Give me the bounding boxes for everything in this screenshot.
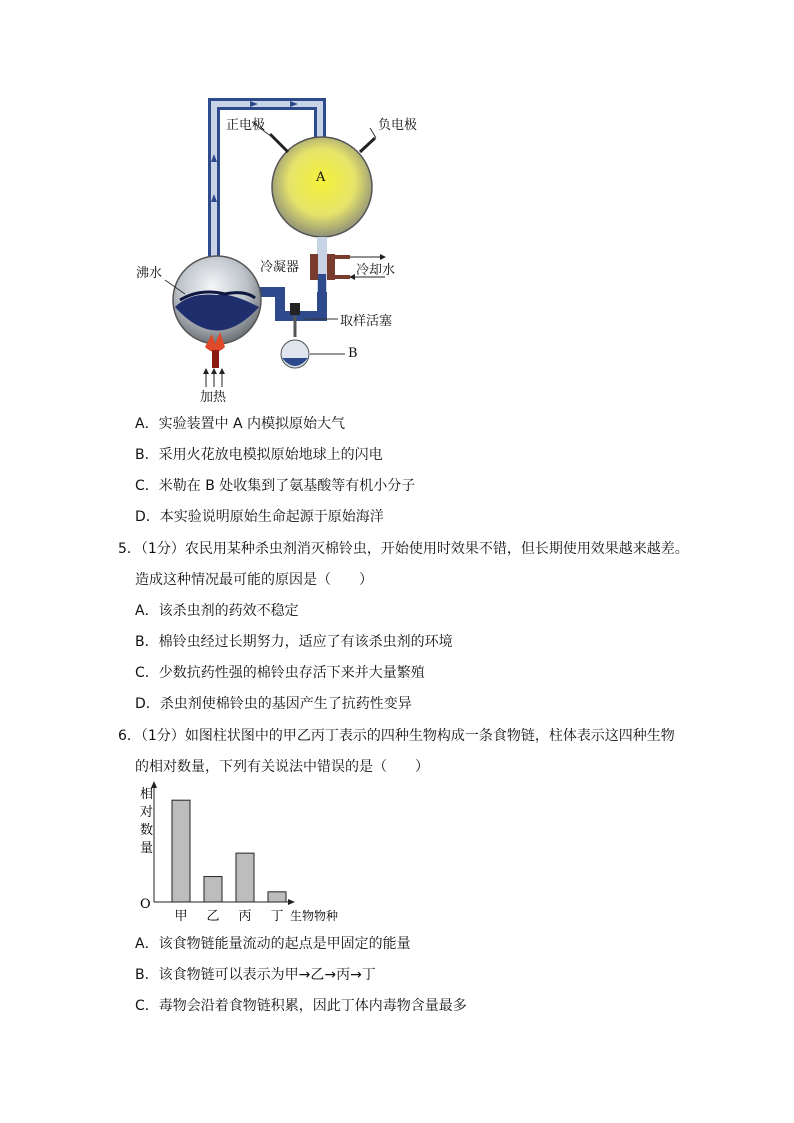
x-axis-arrow: [288, 899, 295, 905]
y-axis-label-char-1: 对: [140, 805, 154, 820]
y-axis-label-char-3: 量: [140, 841, 154, 856]
bar-0: [172, 800, 190, 902]
cooling-water-label: 冷却水: [356, 263, 396, 278]
negative-electrode-label: 负电极: [378, 118, 418, 133]
q4-option-b: B．采用火花放电模拟原始地球上的闪电: [135, 447, 383, 463]
y-axis-label-char-2: 数: [140, 823, 154, 838]
category-label-2: 丙: [238, 909, 252, 924]
flask-a-label: A: [316, 170, 326, 185]
positive-electrode-label: 正电极: [226, 118, 266, 133]
bar-chart-svg: [132, 780, 372, 930]
q4-option-c: C．米勒在 B 处收集到了氨基酸等有机小分子: [135, 478, 416, 494]
category-label-3: 丁: [270, 909, 284, 924]
q5-option-c: C．少数抗药性强的棉铃虫存活下来并大量繁殖: [135, 665, 425, 681]
q5-stem-line2: 造成这种情况最可能的原因是（ ）: [135, 572, 373, 588]
x-axis-label: 生物物种: [290, 909, 339, 923]
category-label-0: 甲: [174, 909, 188, 924]
y-axis-label-char-0: 相: [140, 787, 154, 802]
y-axis-label: [140, 786, 153, 856]
sampling-valve-label: 取样活塞: [340, 314, 393, 329]
origin-label: O: [140, 897, 151, 912]
heat-arrows: [206, 372, 222, 387]
q5-stem-line1: 5．（1分）农民用某种杀虫剂消灭棉铃虫，开始使用时效果不错，但长期使用效果越来越差。: [118, 541, 689, 557]
category-labels: [174, 909, 283, 924]
q6-option-c: C．毒物会沿着食物链积累，因此丁体内毒物含量最多: [135, 998, 467, 1014]
bar-2: [236, 853, 254, 902]
q6-option-a: A．该食物链能量流动的起点是甲固定的能量: [135, 936, 411, 952]
boiling-water-label: 沸水: [136, 266, 163, 281]
q6-stem-line1: 6．（1分）如图柱状图中的甲乙丙丁表示的四种生物构成一条食物链，柱体表示这四种生物: [118, 728, 675, 744]
q5-option-a: A．该杀虫剂的药效不稳定: [135, 603, 299, 619]
q5-option-b: B．棉铃虫经过长期努力，适应了有该杀虫剂的环境: [135, 634, 453, 650]
relative-quantity-bar-chart: [132, 780, 372, 930]
category-label-1: 乙: [206, 909, 220, 924]
q6-option-b: B．该食物链可以表示为甲→乙→丙→丁: [135, 967, 376, 983]
bar-3: [268, 892, 286, 902]
bars: [172, 800, 286, 902]
condenser-label: 冷凝器: [260, 260, 300, 275]
q6-stem-line2: 的相对数量，下列有关说法中错误的是（ ）: [135, 759, 429, 775]
apparatus-diagram: [130, 92, 430, 402]
q4-option-d: D．本实验说明原始生命起源于原始海洋: [135, 509, 384, 525]
heating-label: 加热: [200, 390, 227, 405]
flask-b-label: B: [348, 346, 358, 361]
bar-1: [204, 877, 222, 902]
q4-option-a: A．实验装置中 A 内模拟原始大气: [135, 416, 346, 432]
miller-apparatus-figure: [130, 92, 430, 405]
q5-option-d: D．杀虫剂使棉铃虫的基因产生了抗药性变异: [135, 696, 412, 712]
